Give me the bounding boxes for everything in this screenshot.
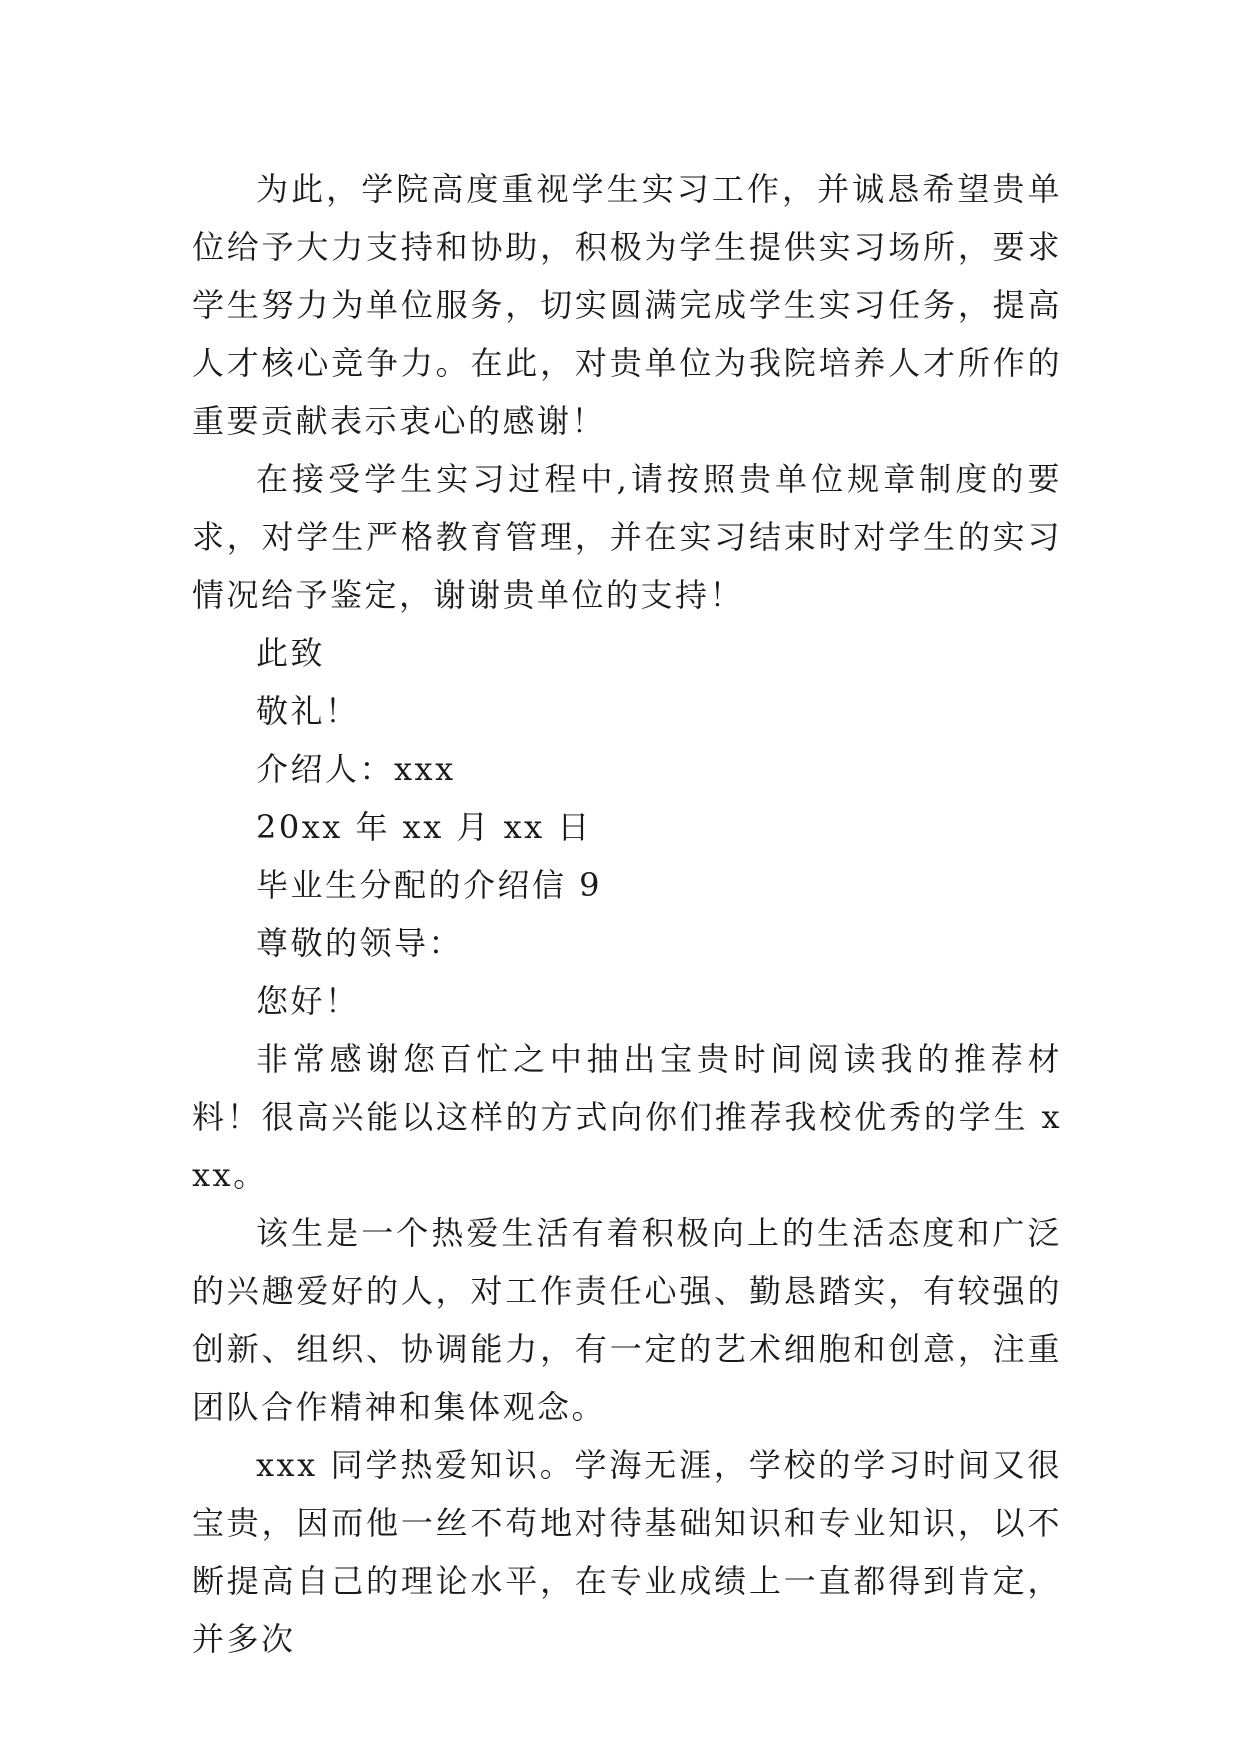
paragraph-1: 为此，学院高度重视学生实习工作，并诚恳希望贵单位给予大力支持和协助，积极为学生提供实习场所，要求学生努力为单位服务，切实圆满完成学生实习任务，提高人才核心竞争力。在此，对贵单位为我院培养人才所作的重要贡献表示衷心的感谢！ bbox=[192, 170, 1062, 440]
paragraph-5: xxx 同学热爱知识。学海无涯，学校的学习时间又很宝贵，因而他一丝不苟地对待基础知识和专业知识，以不断提高自己的理论水平，在专业成绩上一直都得到肯定，并多次 bbox=[192, 1446, 1062, 1658]
paragraph-3: 非常感谢您百忙之中抽出宝贵时间阅读我的推荐材料！很高兴能以这样的方式向你们推荐我校优秀的学生 xxx。 bbox=[192, 1040, 1062, 1194]
introducer-line: 介绍人：xxx bbox=[256, 750, 456, 788]
greeting-line: 尊敬的领导： bbox=[256, 924, 464, 962]
paragraph-4: 该生是一个热爱生活有着积极向上的生活态度和广泛的兴趣爱好的人，对工作责任心强、勤恳踏实，有较强的创新、组织、协调能力，有一定的艺术细胞和创意，注重团队合作精神和集体观念。 bbox=[192, 1214, 1062, 1426]
closing-regards: 敬礼！ bbox=[256, 692, 360, 730]
document-body bbox=[192, 160, 1062, 1668]
closing-salutation: 此致 bbox=[256, 634, 326, 672]
section-title: 毕业生分配的介绍信 9 bbox=[256, 866, 603, 904]
hello-line: 您好！ bbox=[256, 982, 360, 1020]
date-line: 20xx 年 xx 月 xx 日 bbox=[256, 808, 592, 846]
paragraph-2: 在接受学生实习过程中,请按照贵单位规章制度的要求，对学生严格教育管理，并在实习结束时对学生的实习情况给予鉴定，谢谢贵单位的支持！ bbox=[192, 460, 1062, 614]
